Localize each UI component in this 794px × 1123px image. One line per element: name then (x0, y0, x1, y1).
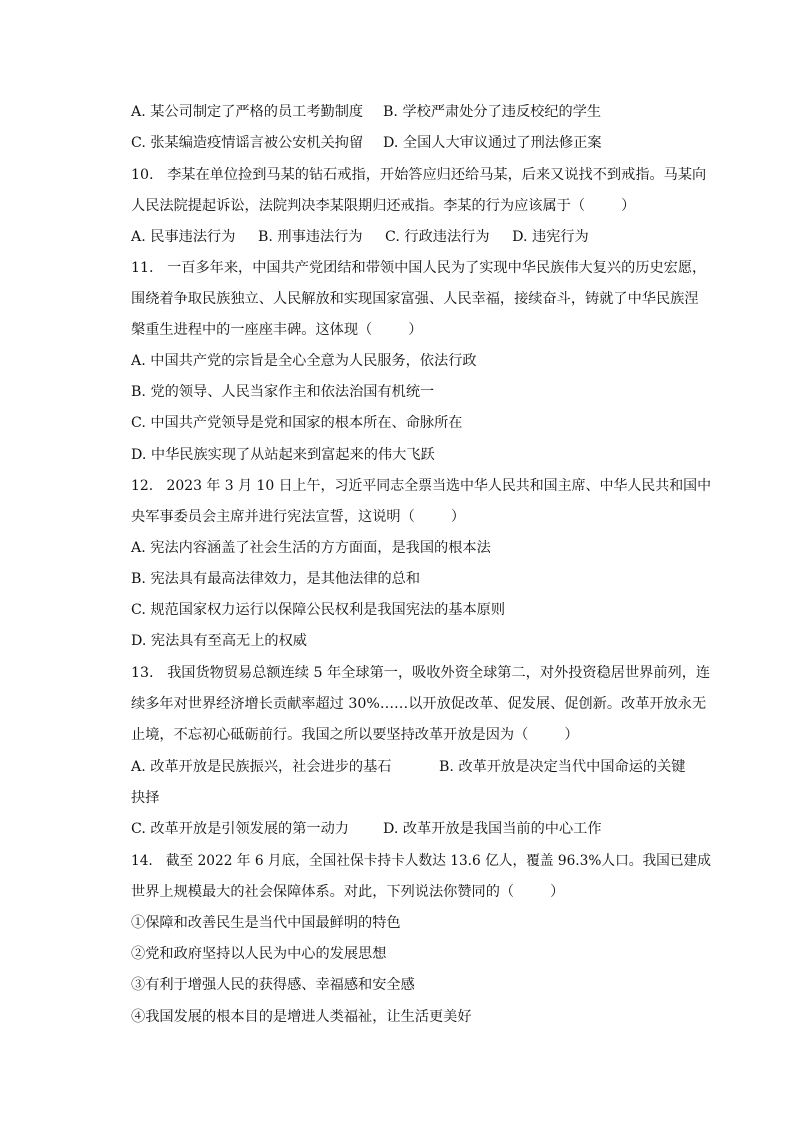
q12-stem-line1: 12. 2023 年 3 月 10 日上午，习近平同志全票当选中华人民共和国主席、中华人民共和国中 (131, 478, 712, 494)
q12-option-c: C. 规范国家权力运行以保障公民权利是我国宪法的基本原则 (131, 602, 506, 618)
q14-statement-4: ④我国发展的根本目的是增进人类福祉，让生活更美好 (131, 1009, 472, 1025)
q14-stem-line2: 世界上规模最大的社会保障体系。对此，下列说法你赞同的（ ） (131, 884, 565, 900)
q13-stem-line3: 止境，不忘初心砥砺前行。我国之所以要坚持改革开放是因为（ ） (131, 727, 579, 743)
q14-stem-line1: 14. 截至 2022 年 6 月底，全国社保卡持卡人数达 13.6 亿人，覆盖 96.3%人口。我国已建成 (131, 853, 711, 869)
q13-stem-line1: 13. 我国货物贸易总额连续 5 年全球第一，吸收外资全球第二，对外投资稳居世界前列，连 (131, 665, 711, 681)
q12-option-a: A. 宪法内容涵盖了社会生活的方方面面，是我国的根本法 (131, 540, 491, 556)
q13-options-row1 (131, 758, 711, 776)
q13-option-d: D. 改革开放是我国当前的中心工作 (383, 821, 602, 837)
q9-option-b: B. 学校严肃处分了违反校纪的学生 (383, 104, 602, 120)
q9-options-row1 (131, 103, 711, 121)
q14-statement-1: ①保障和改善民生是当代中国最鲜明的特色 (131, 915, 401, 931)
q11-option-a: A. 中国共产党的宗旨是全心全意为人民服务，依法行政 (131, 353, 477, 369)
q9-option-a: A. 某公司制定了严格的员工考勤制度 (131, 104, 364, 120)
q9-options-row2 (131, 134, 711, 152)
q12-stem-line2: 央军事委员会主席并进行宪法宣誓，这说明（ ） (131, 509, 466, 525)
q12-option-d: D. 宪法具有至高无上的权威 (131, 633, 307, 649)
q13-option-c: C. 改革开放是引领发展的第一动力 (131, 821, 349, 837)
q11-stem-line2: 围绕着争取民族独立、人民解放和实现国家富强、人民幸福，接续奋斗，铸就了中华民族涅 (131, 291, 699, 307)
q13-stem-line2: 续多年对世界经济增长贡献率超过 30%……以开放促改革、促发展、促创新。改革开放永无 (131, 696, 707, 712)
q11-option-c: C. 中国共产党领导是党和国家的根本所在、命脉所在 (131, 415, 463, 431)
q10-stem-line1: 10. 李某在单位捡到马某的钻石戒指，开始答应归还给马某，后来又说找不到戒指。马某向 (131, 167, 707, 183)
q13-options-row2 (131, 820, 711, 838)
q11-option-b: B. 党的领导、人民当家作主和依法治国有机统一 (131, 384, 435, 400)
q14-statement-3: ③有利于增强人民的获得感、幸福感和安全感 (131, 977, 415, 993)
q9-option-c: C. 张某编造疫情谣言被公安机关拘留 (131, 135, 364, 151)
q11-stem-line3: 槃重生进程中的一座座丰碑。这体现（ ） (131, 322, 423, 338)
q13-option-a: A. 改革开放是民族振兴，社会进步的基石 (131, 759, 392, 775)
q11-stem-line1: 11. 一百多年来，中国共产党团结和带领中国人民为了实现中华民族伟大复兴的历史宏愿， (131, 260, 707, 276)
q13-option-b-continued: 抉择 (131, 790, 160, 806)
q9-option-d: D. 全国人大审议通过了刑法修正案 (383, 135, 602, 151)
q10-stem-line2: 人民法院提起诉讼，法院判决李某限期归还戒指。李某的行为应该属于（ ） (131, 198, 636, 214)
q11-option-d: D. 中华民族实现了从站起来到富起来的伟大飞跃 (131, 447, 435, 463)
q14-statement-2: ②党和政府坚持以人民为中心的发展思想 (131, 946, 387, 962)
q10-options: A. 民事违法行为 B. 刑事违法行为 C. 行政违法行为 D. 违宪行为 (131, 229, 589, 245)
q13-option-b: B. 改革开放是决定当代中国命运的关键 (439, 759, 686, 775)
q12-option-b: B. 宪法具有最高法律效力，是其他法律的总和 (131, 571, 421, 587)
